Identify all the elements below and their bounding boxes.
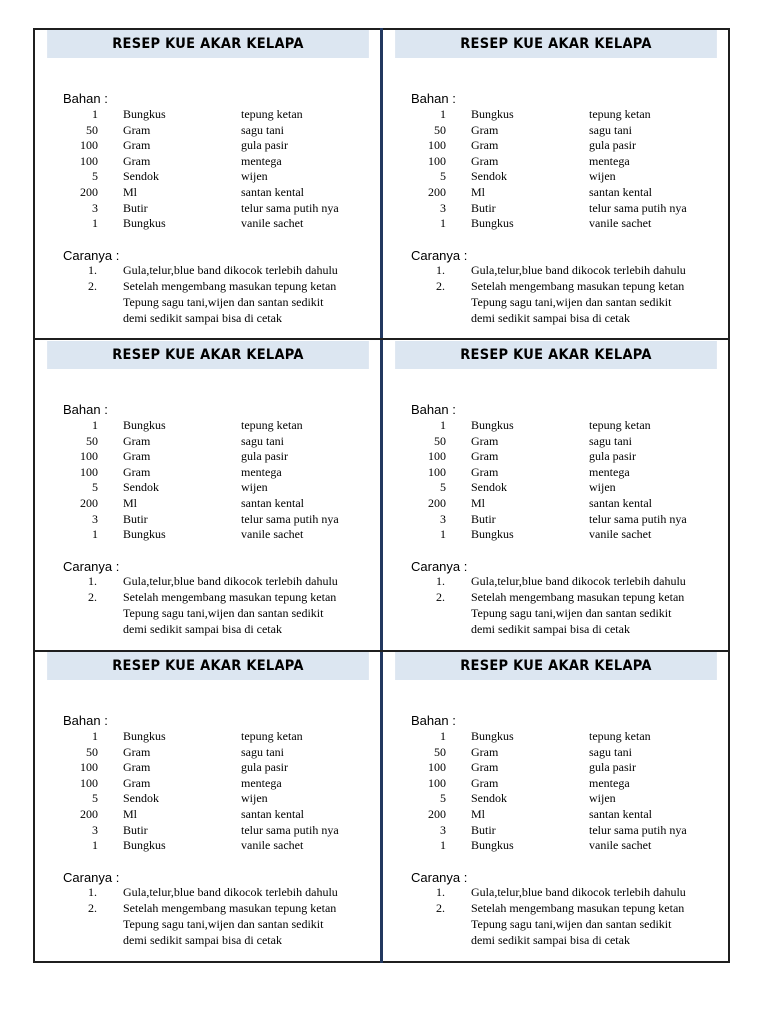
ingredient-name: tepung ketan <box>589 107 651 121</box>
ingredient-unit: Bungkus <box>471 216 514 231</box>
recipe-title: RESEP KUE AKAR KELAPA <box>395 652 717 680</box>
steps-label: Caranya : <box>411 559 468 574</box>
ingredient-qty: 100 <box>428 449 446 464</box>
ingredient-unit: Bungkus <box>123 527 166 542</box>
ingredient-unit: Gram <box>471 775 499 790</box>
ingredient-unit: Gram <box>471 153 499 168</box>
ingredient-row <box>383 775 729 791</box>
ingredient-unit: Butir <box>123 200 148 215</box>
ingredient-unit: Butir <box>123 511 148 526</box>
ingredient-unit: Sendok <box>471 480 507 495</box>
ingredient-qty: 100 <box>428 138 446 153</box>
ingredient-qty: 200 <box>80 807 98 821</box>
ingredient-row <box>35 153 381 169</box>
ingredient-name: vanile sachet <box>241 216 304 231</box>
ingredient-qty: 1 <box>440 838 446 853</box>
ingredient-row <box>383 495 729 511</box>
step-number: 2. <box>88 590 97 604</box>
ingredient-name: gula pasir <box>589 449 636 464</box>
ingredient-row <box>35 200 381 216</box>
ingredient-unit: Gram <box>471 744 499 759</box>
step-number: 1. <box>88 574 97 588</box>
step-text: Gula,telur,blue band dikocok terlebih dahulu <box>123 263 338 277</box>
recipe-title: RESEP KUE AKAR KELAPA <box>47 652 369 680</box>
ingredient-unit: Gram <box>471 760 499 775</box>
ingredient-unit: Ml <box>471 807 486 821</box>
ingredient-qty: 5 <box>92 480 98 495</box>
recipe-title: RESEP KUE AKAR KELAPA <box>395 341 717 369</box>
ingredient-qty: 50 <box>86 744 98 759</box>
ingredient-qty: 100 <box>428 153 446 168</box>
ingredient-name: gula pasir <box>241 449 288 464</box>
step-text: Gula,telur,blue band dikocok terlebih dahulu <box>123 574 338 588</box>
step-number: 2. <box>88 279 97 293</box>
ingredient-row <box>383 137 729 153</box>
ingredient-row <box>383 153 729 169</box>
ingredient-name: wijen <box>589 480 616 495</box>
ingredients-label: Bahan : <box>63 713 108 728</box>
recipe-title: RESEP KUE AKAR KELAPA <box>47 30 369 58</box>
ingredient-qty: 100 <box>80 775 98 790</box>
ingredient-row <box>383 215 729 231</box>
ingredient-row <box>383 168 729 184</box>
ingredient-qty: 1 <box>440 527 446 542</box>
ingredient-row <box>383 448 729 464</box>
ingredient-name: santan kental <box>241 185 304 199</box>
ingredient-row <box>383 806 729 822</box>
ingredient-name: wijen <box>589 169 616 184</box>
ingredient-name: wijen <box>589 791 616 806</box>
ingredient-qty: 50 <box>434 122 446 137</box>
ingredient-row <box>35 168 381 184</box>
ingredients-label: Bahan : <box>63 91 108 106</box>
ingredient-qty: 50 <box>86 122 98 137</box>
ingredient-unit: Bungkus <box>123 418 166 432</box>
ingredient-unit: Bungkus <box>471 418 514 432</box>
ingredient-unit: Sendok <box>123 169 159 184</box>
ingredient-unit: Ml <box>123 185 138 199</box>
ingredient-row <box>35 790 381 806</box>
ingredient-qty: 100 <box>80 138 98 153</box>
ingredient-name: sagu tani <box>589 744 632 759</box>
ingredient-name: mentega <box>241 464 282 479</box>
step-number: 1. <box>88 263 97 277</box>
ingredient-name: santan kental <box>589 807 652 821</box>
ingredient-qty: 3 <box>440 200 446 215</box>
ingredient-row <box>35 728 381 744</box>
steps-label: Caranya : <box>63 870 120 885</box>
ingredient-unit: Ml <box>471 185 486 199</box>
ingredient-unit: Sendok <box>471 169 507 184</box>
ingredient-row <box>383 479 729 495</box>
ingredient-unit: Bungkus <box>123 216 166 231</box>
ingredient-name: tepung ketan <box>241 107 303 121</box>
recipe-card <box>383 652 729 961</box>
ingredient-name: vanile sachet <box>241 838 304 853</box>
ingredient-name: telur sama putih nya <box>241 822 339 837</box>
ingredient-name: mentega <box>241 153 282 168</box>
ingredient-qty: 1 <box>92 527 98 542</box>
ingredient-qty: 100 <box>80 449 98 464</box>
ingredient-row <box>383 417 729 433</box>
ingredient-row <box>35 775 381 791</box>
ingredient-name: tepung ketan <box>241 418 303 432</box>
ingredient-name: sagu tani <box>589 122 632 137</box>
ingredient-unit: Gram <box>123 122 151 137</box>
ingredient-unit: Gram <box>471 122 499 137</box>
ingredient-row <box>383 433 729 449</box>
ingredient-row <box>383 744 729 760</box>
ingredient-unit: Sendok <box>123 480 159 495</box>
ingredient-row <box>35 495 381 511</box>
ingredient-row <box>35 215 381 231</box>
ingredient-qty: 1 <box>440 418 446 432</box>
ingredient-name: telur sama putih nya <box>241 511 339 526</box>
ingredient-name: tepung ketan <box>589 418 651 432</box>
ingredient-row <box>383 511 729 527</box>
recipe-card <box>35 30 381 339</box>
step-text: Setelah mengembang masukan tepung ketan Tepung sagu tani,wijen dan santan sedikit demi sedikit sampai bisa di cetak <box>123 279 337 325</box>
ingredient-row <box>35 417 381 433</box>
ingredient-name: tepung ketan <box>241 729 303 743</box>
ingredient-qty: 100 <box>428 464 446 479</box>
ingredient-name: sagu tani <box>241 744 284 759</box>
step-text: Setelah mengembang masukan tepung ketan Tepung sagu tani,wijen dan santan sedikit demi sedikit sampai bisa di cetak <box>471 590 685 636</box>
ingredient-name: telur sama putih nya <box>589 511 687 526</box>
ingredient-row <box>383 526 729 542</box>
ingredient-qty: 1 <box>92 729 98 743</box>
ingredient-name: mentega <box>589 153 630 168</box>
ingredient-unit: Butir <box>471 511 496 526</box>
recipe-card <box>383 30 729 339</box>
ingredient-row <box>383 122 729 138</box>
step-text: Setelah mengembang masukan tepung ketan Tepung sagu tani,wijen dan santan sedikit demi sedikit sampai bisa di cetak <box>123 590 337 636</box>
ingredient-row <box>35 448 381 464</box>
ingredient-qty: 3 <box>92 200 98 215</box>
recipe-title: RESEP KUE AKAR KELAPA <box>47 341 369 369</box>
ingredient-qty: 5 <box>92 791 98 806</box>
step-text: Setelah mengembang masukan tepung ketan Tepung sagu tani,wijen dan santan sedikit demi sedikit sampai bisa di cetak <box>123 901 337 947</box>
ingredient-unit: Bungkus <box>471 838 514 853</box>
ingredient-name: telur sama putih nya <box>589 822 687 837</box>
ingredient-qty: 1 <box>92 418 98 432</box>
ingredient-unit: Sendok <box>471 791 507 806</box>
ingredient-name: sagu tani <box>241 433 284 448</box>
ingredient-row <box>35 137 381 153</box>
ingredient-qty: 200 <box>80 185 98 199</box>
ingredient-unit: Gram <box>123 433 151 448</box>
ingredient-qty: 200 <box>428 807 446 821</box>
step-text: Setelah mengembang masukan tepung ketan Tepung sagu tani,wijen dan santan sedikit demi sedikit sampai bisa di cetak <box>471 901 685 947</box>
step-number: 2. <box>88 901 97 915</box>
step-text: Gula,telur,blue band dikocok terlebih dahulu <box>471 885 686 899</box>
ingredient-row <box>383 790 729 806</box>
ingredient-row <box>35 433 381 449</box>
recipe-card <box>35 652 381 961</box>
ingredient-qty: 3 <box>92 511 98 526</box>
ingredient-row <box>35 479 381 495</box>
steps-label: Caranya : <box>63 248 120 263</box>
ingredient-qty: 1 <box>92 216 98 231</box>
ingredient-row <box>383 200 729 216</box>
ingredient-unit: Gram <box>123 464 151 479</box>
ingredient-row <box>35 822 381 838</box>
ingredient-qty: 100 <box>80 760 98 775</box>
ingredient-unit: Ml <box>471 496 486 510</box>
ingredient-name: wijen <box>241 480 268 495</box>
steps-label: Caranya : <box>411 248 468 263</box>
ingredient-row <box>35 806 381 822</box>
ingredient-name: sagu tani <box>241 122 284 137</box>
ingredient-row <box>383 464 729 480</box>
ingredient-row <box>383 184 729 200</box>
ingredient-qty: 5 <box>92 169 98 184</box>
ingredient-name: santan kental <box>589 496 652 510</box>
ingredient-row <box>35 464 381 480</box>
step-number: 2. <box>436 279 445 293</box>
steps-label: Caranya : <box>411 870 468 885</box>
ingredient-qty: 200 <box>428 496 446 510</box>
ingredient-qty: 100 <box>80 464 98 479</box>
ingredient-qty: 1 <box>440 107 446 121</box>
ingredient-unit: Bungkus <box>123 838 166 853</box>
ingredient-qty: 100 <box>428 775 446 790</box>
step-number: 1. <box>436 574 445 588</box>
ingredient-unit: Butir <box>471 822 496 837</box>
ingredient-unit: Gram <box>471 464 499 479</box>
ingredient-unit: Ml <box>123 496 138 510</box>
ingredient-unit: Gram <box>471 449 499 464</box>
ingredient-qty: 1 <box>92 838 98 853</box>
ingredient-name: mentega <box>241 775 282 790</box>
ingredient-unit: Gram <box>123 153 151 168</box>
ingredient-unit: Gram <box>471 138 499 153</box>
ingredient-name: vanile sachet <box>241 527 304 542</box>
step-number: 2. <box>436 590 445 604</box>
ingredient-qty: 3 <box>440 822 446 837</box>
ingredient-unit: Gram <box>123 138 151 153</box>
steps-label: Caranya : <box>63 559 120 574</box>
ingredient-unit: Ml <box>123 807 138 821</box>
ingredient-name: gula pasir <box>241 138 288 153</box>
ingredient-name: telur sama putih nya <box>241 200 339 215</box>
ingredients-label: Bahan : <box>411 713 456 728</box>
ingredient-row <box>383 106 729 122</box>
ingredient-unit: Butir <box>471 200 496 215</box>
recipe-card <box>383 341 729 650</box>
ingredient-qty: 5 <box>440 169 446 184</box>
ingredient-qty: 100 <box>428 760 446 775</box>
ingredient-qty: 50 <box>434 433 446 448</box>
ingredient-unit: Gram <box>123 760 151 775</box>
ingredient-row <box>35 837 381 853</box>
ingredient-row <box>383 759 729 775</box>
ingredient-name: gula pasir <box>589 760 636 775</box>
ingredient-qty: 5 <box>440 480 446 495</box>
ingredient-row <box>383 837 729 853</box>
ingredient-row <box>383 822 729 838</box>
step-text: Gula,telur,blue band dikocok terlebih dahulu <box>123 885 338 899</box>
ingredient-name: wijen <box>241 791 268 806</box>
ingredients-label: Bahan : <box>63 402 108 417</box>
ingredient-row <box>35 122 381 138</box>
ingredients-label: Bahan : <box>411 91 456 106</box>
ingredient-name: sagu tani <box>589 433 632 448</box>
ingredient-unit: Butir <box>123 822 148 837</box>
ingredient-name: santan kental <box>589 185 652 199</box>
ingredient-unit: Bungkus <box>471 107 514 121</box>
ingredient-unit: Bungkus <box>123 729 166 743</box>
step-text: Setelah mengembang masukan tepung ketan Tepung sagu tani,wijen dan santan sedikit demi sedikit sampai bisa di cetak <box>471 279 685 325</box>
ingredient-unit: Bungkus <box>471 527 514 542</box>
ingredient-unit: Bungkus <box>471 729 514 743</box>
ingredient-name: wijen <box>241 169 268 184</box>
ingredient-row <box>35 511 381 527</box>
ingredient-qty: 200 <box>80 496 98 510</box>
ingredient-qty: 100 <box>80 153 98 168</box>
step-number: 1. <box>436 263 445 277</box>
ingredient-name: mentega <box>589 775 630 790</box>
ingredient-unit: Gram <box>123 744 151 759</box>
recipe-title: RESEP KUE AKAR KELAPA <box>395 30 717 58</box>
recipe-card <box>35 341 381 650</box>
ingredient-name: tepung ketan <box>589 729 651 743</box>
ingredient-qty: 1 <box>440 729 446 743</box>
ingredient-name: gula pasir <box>589 138 636 153</box>
ingredient-qty: 3 <box>440 511 446 526</box>
ingredient-row <box>35 759 381 775</box>
ingredient-qty: 3 <box>92 822 98 837</box>
ingredient-unit: Gram <box>471 433 499 448</box>
ingredient-row <box>383 728 729 744</box>
ingredient-qty: 50 <box>86 433 98 448</box>
ingredient-name: santan kental <box>241 807 304 821</box>
ingredient-qty: 50 <box>434 744 446 759</box>
ingredient-unit: Bungkus <box>123 107 166 121</box>
ingredient-name: gula pasir <box>241 760 288 775</box>
ingredient-name: vanile sachet <box>589 527 652 542</box>
step-text: Gula,telur,blue band dikocok terlebih dahulu <box>471 263 686 277</box>
ingredient-row <box>35 184 381 200</box>
ingredient-name: vanile sachet <box>589 838 652 853</box>
step-number: 1. <box>436 885 445 899</box>
ingredient-qty: 5 <box>440 791 446 806</box>
step-number: 1. <box>88 885 97 899</box>
ingredient-unit: Gram <box>123 775 151 790</box>
ingredient-name: santan kental <box>241 496 304 510</box>
step-text: Gula,telur,blue band dikocok terlebih dahulu <box>471 574 686 588</box>
step-number: 2. <box>436 901 445 915</box>
ingredient-qty: 1 <box>440 216 446 231</box>
ingredient-name: mentega <box>589 464 630 479</box>
ingredient-row <box>35 744 381 760</box>
ingredients-label: Bahan : <box>411 402 456 417</box>
ingredient-unit: Sendok <box>123 791 159 806</box>
ingredient-row <box>35 106 381 122</box>
ingredient-name: telur sama putih nya <box>589 200 687 215</box>
ingredient-unit: Gram <box>123 449 151 464</box>
ingredient-name: vanile sachet <box>589 216 652 231</box>
ingredient-row <box>35 526 381 542</box>
ingredient-qty: 200 <box>428 185 446 199</box>
ingredient-qty: 1 <box>92 107 98 121</box>
